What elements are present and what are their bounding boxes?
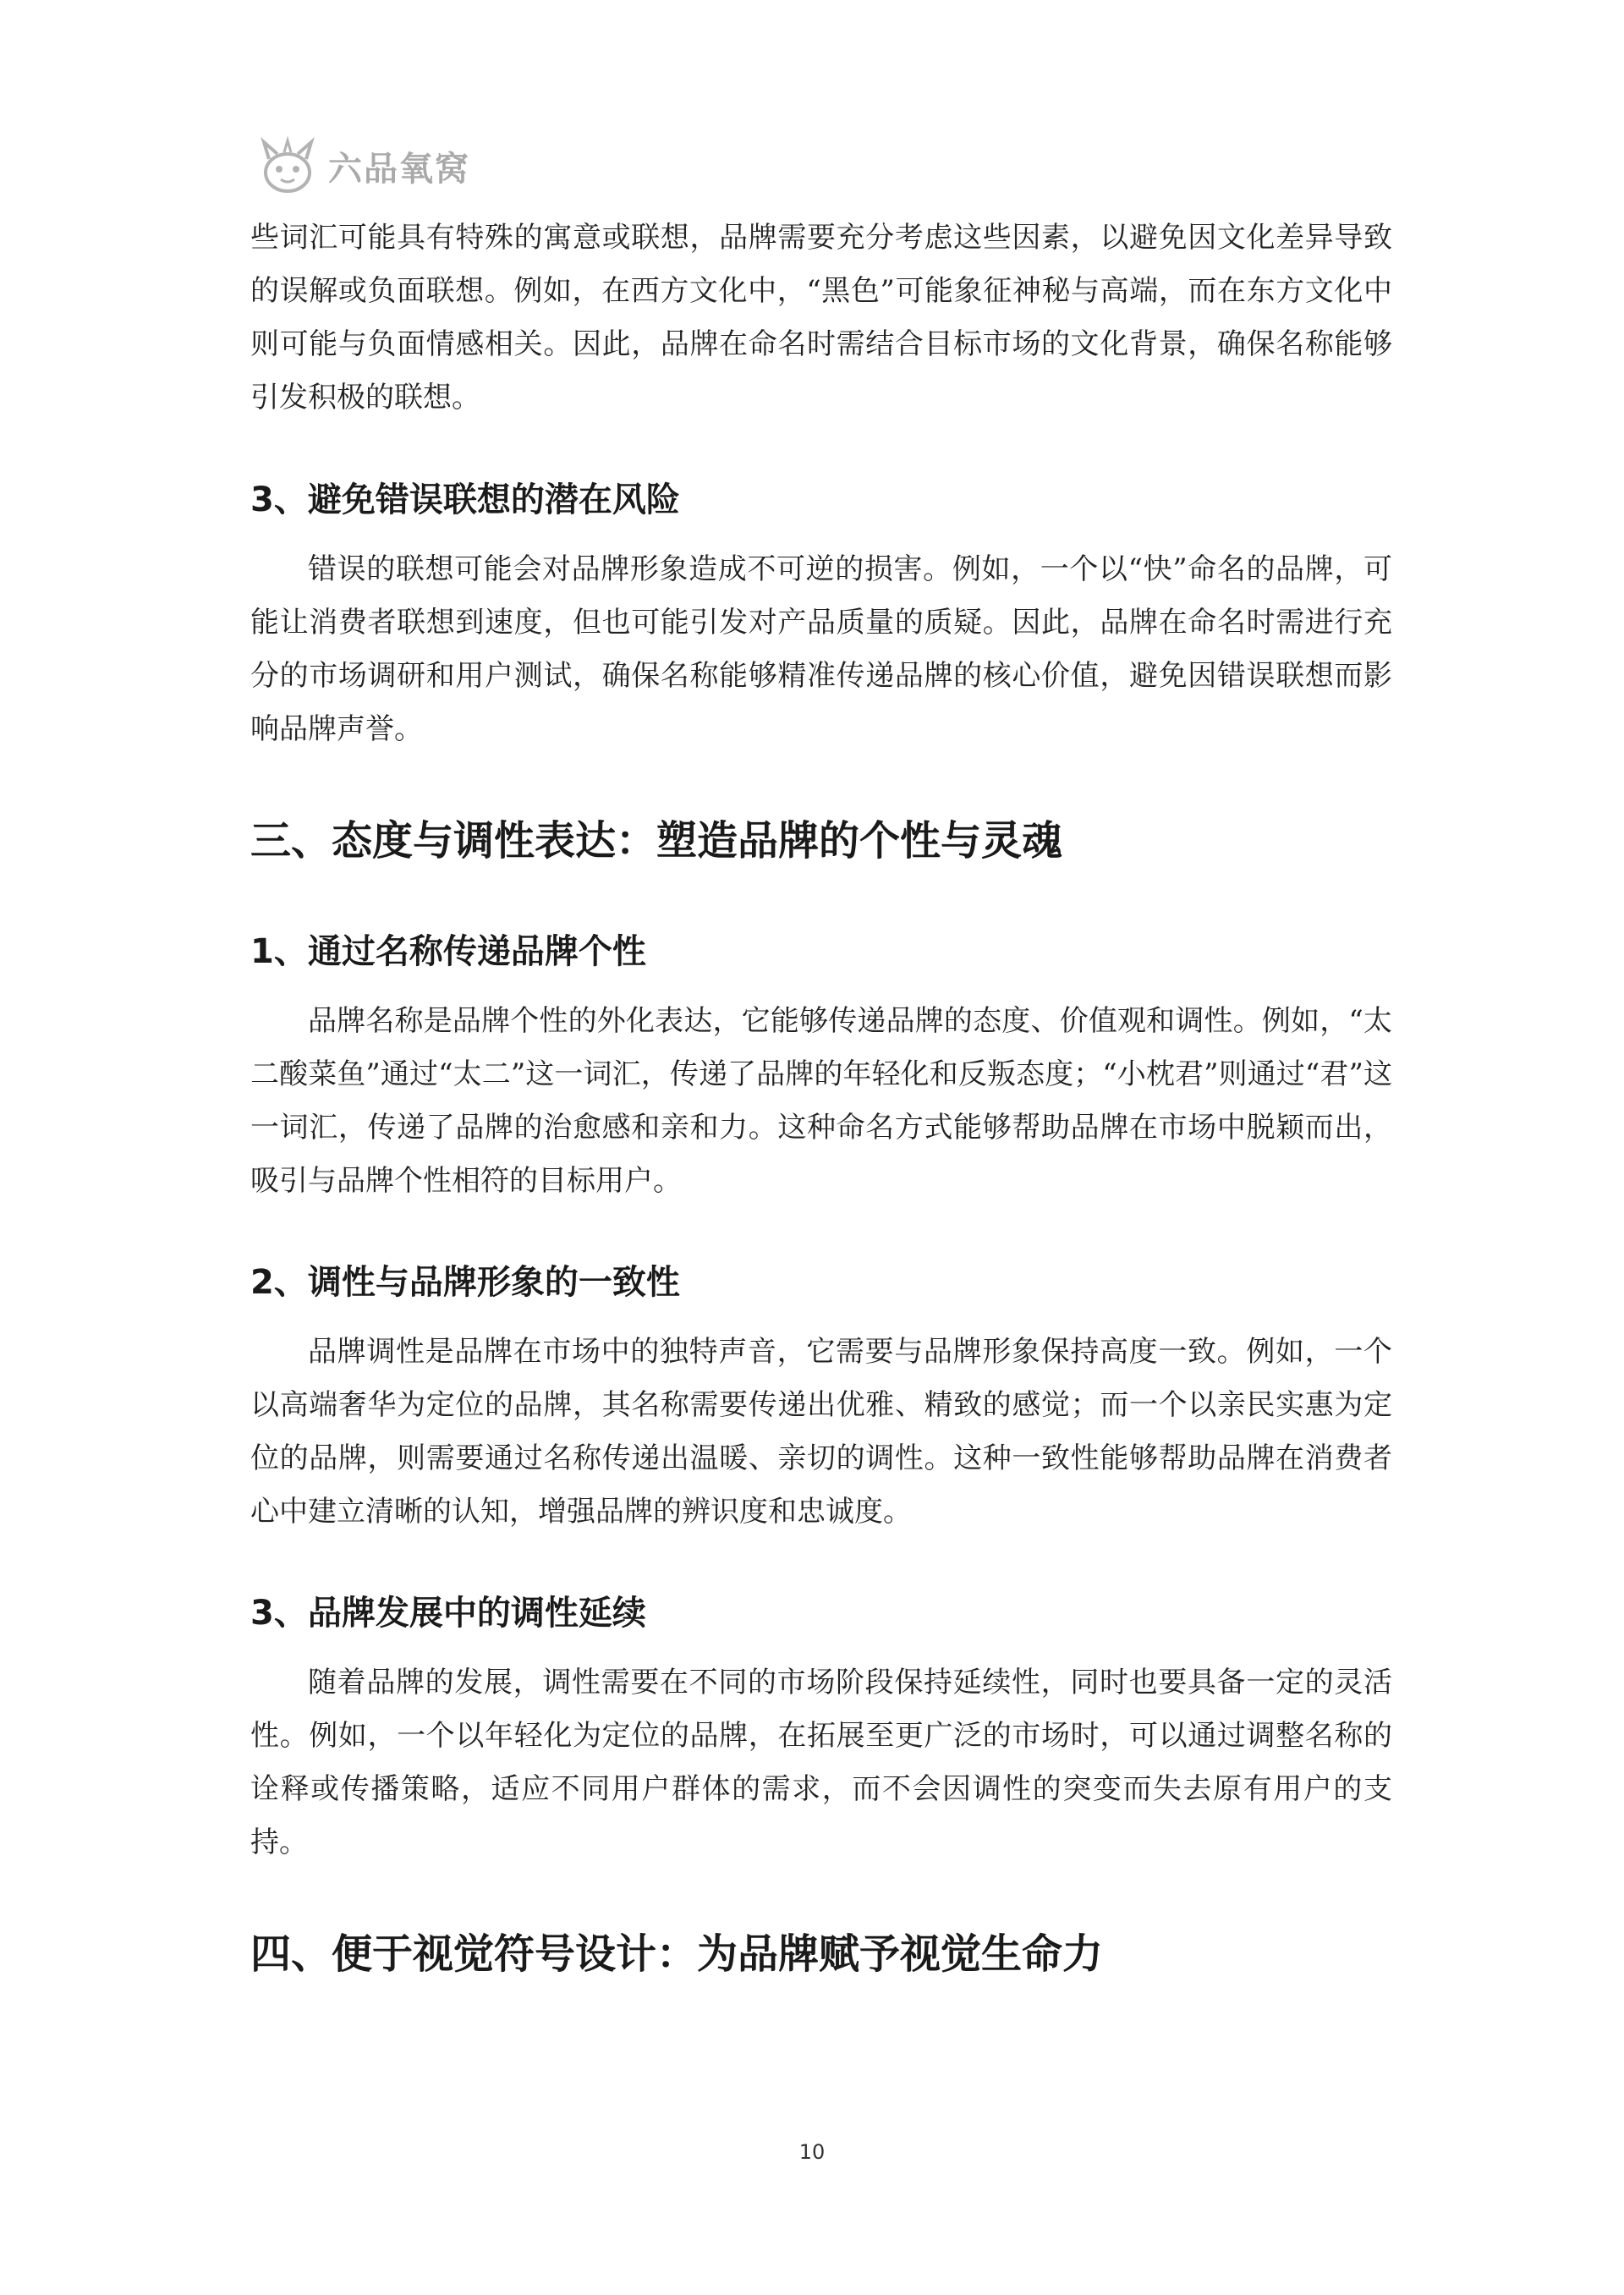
- subheading: 3、避免错误联想的潜在风险: [250, 480, 680, 519]
- section-heading: 三、态度与调性表达：塑造品牌的个性与灵魂: [250, 817, 1063, 865]
- document-body: [250, 211, 1392, 1984]
- logo-text: 六品氧窝: [328, 149, 470, 189]
- mascot-logo-icon: [254, 132, 321, 200]
- section-heading: 四、便于视觉符号设计：为品牌赋予视觉生命力: [250, 1930, 1104, 1978]
- paragraph: 品牌名称是品牌个性的外化表达，它能够传递品牌的态度、价值观和调性。例如，“太二酸菜鱼”通过“太二”这一词汇，传递了品牌的年轻化和反叛态度；“小枕君”则通过“君”这一词汇，传递了品牌的治愈感和亲和力。这种命名方式能够帮助品牌在市场中脱颖而出，吸引与品牌个性相符的目标用户。: [250, 1004, 1392, 1198]
- paragraph: 些词汇可能具有特殊的寓意或联想，品牌需要充分考虑这些因素，以避免因文化差异导致的误解或负面联想。例如，在西方文化中，“黑色”可能象征神秘与高端，而在东方文化中则可能与负面情感相关。因此，品牌在命名时需结合目标市场的文化背景，确保名称能够引发积极的联想。: [250, 221, 1392, 415]
- paragraph: 品牌调性是品牌在市场中的独特声音，它需要与品牌形象保持高度一致。例如，一个以高端奢华为定位的品牌，其名称需要传递出优雅、精致的感觉；而一个以亲民实惠为定位的品牌，则需要通过名称传递出温暖、亲切的调性。这种一致性能够帮助品牌在消费者心中建立清晰的认知，增强品牌的辨识度和忠诚度。: [250, 1335, 1392, 1529]
- page-number: 10: [798, 2140, 826, 2164]
- header-logo: [254, 132, 470, 200]
- subheading: 3、品牌发展中的调性延续: [250, 1594, 646, 1633]
- paragraph: 错误的联想可能会对品牌形象造成不可逆的损害。例如，一个以“快”命名的品牌，可能让消费者联想到速度，但也可能引发对产品质量的质疑。因此，品牌在命名时需进行充分的市场调研和用户测试，确保名称能够精准传递品牌的核心价值，避免因错误联想而影响品牌声誉。: [250, 552, 1392, 746]
- subheading: 1、通过名称传递品牌个性: [250, 932, 646, 971]
- subheading: 2、调性与品牌形象的一致性: [250, 1263, 680, 1302]
- paragraph: 随着品牌的发展，调性需要在不同的市场阶段保持延续性，同时也要具备一定的灵活性。例如，一个以年轻化为定位的品牌，在拓展至更广泛的市场时，可以通过调整名称的诠释或传播策略，适应不同用户群体的需求，而不会因调性的突变而失去原有用户的支持。: [250, 1666, 1392, 1859]
